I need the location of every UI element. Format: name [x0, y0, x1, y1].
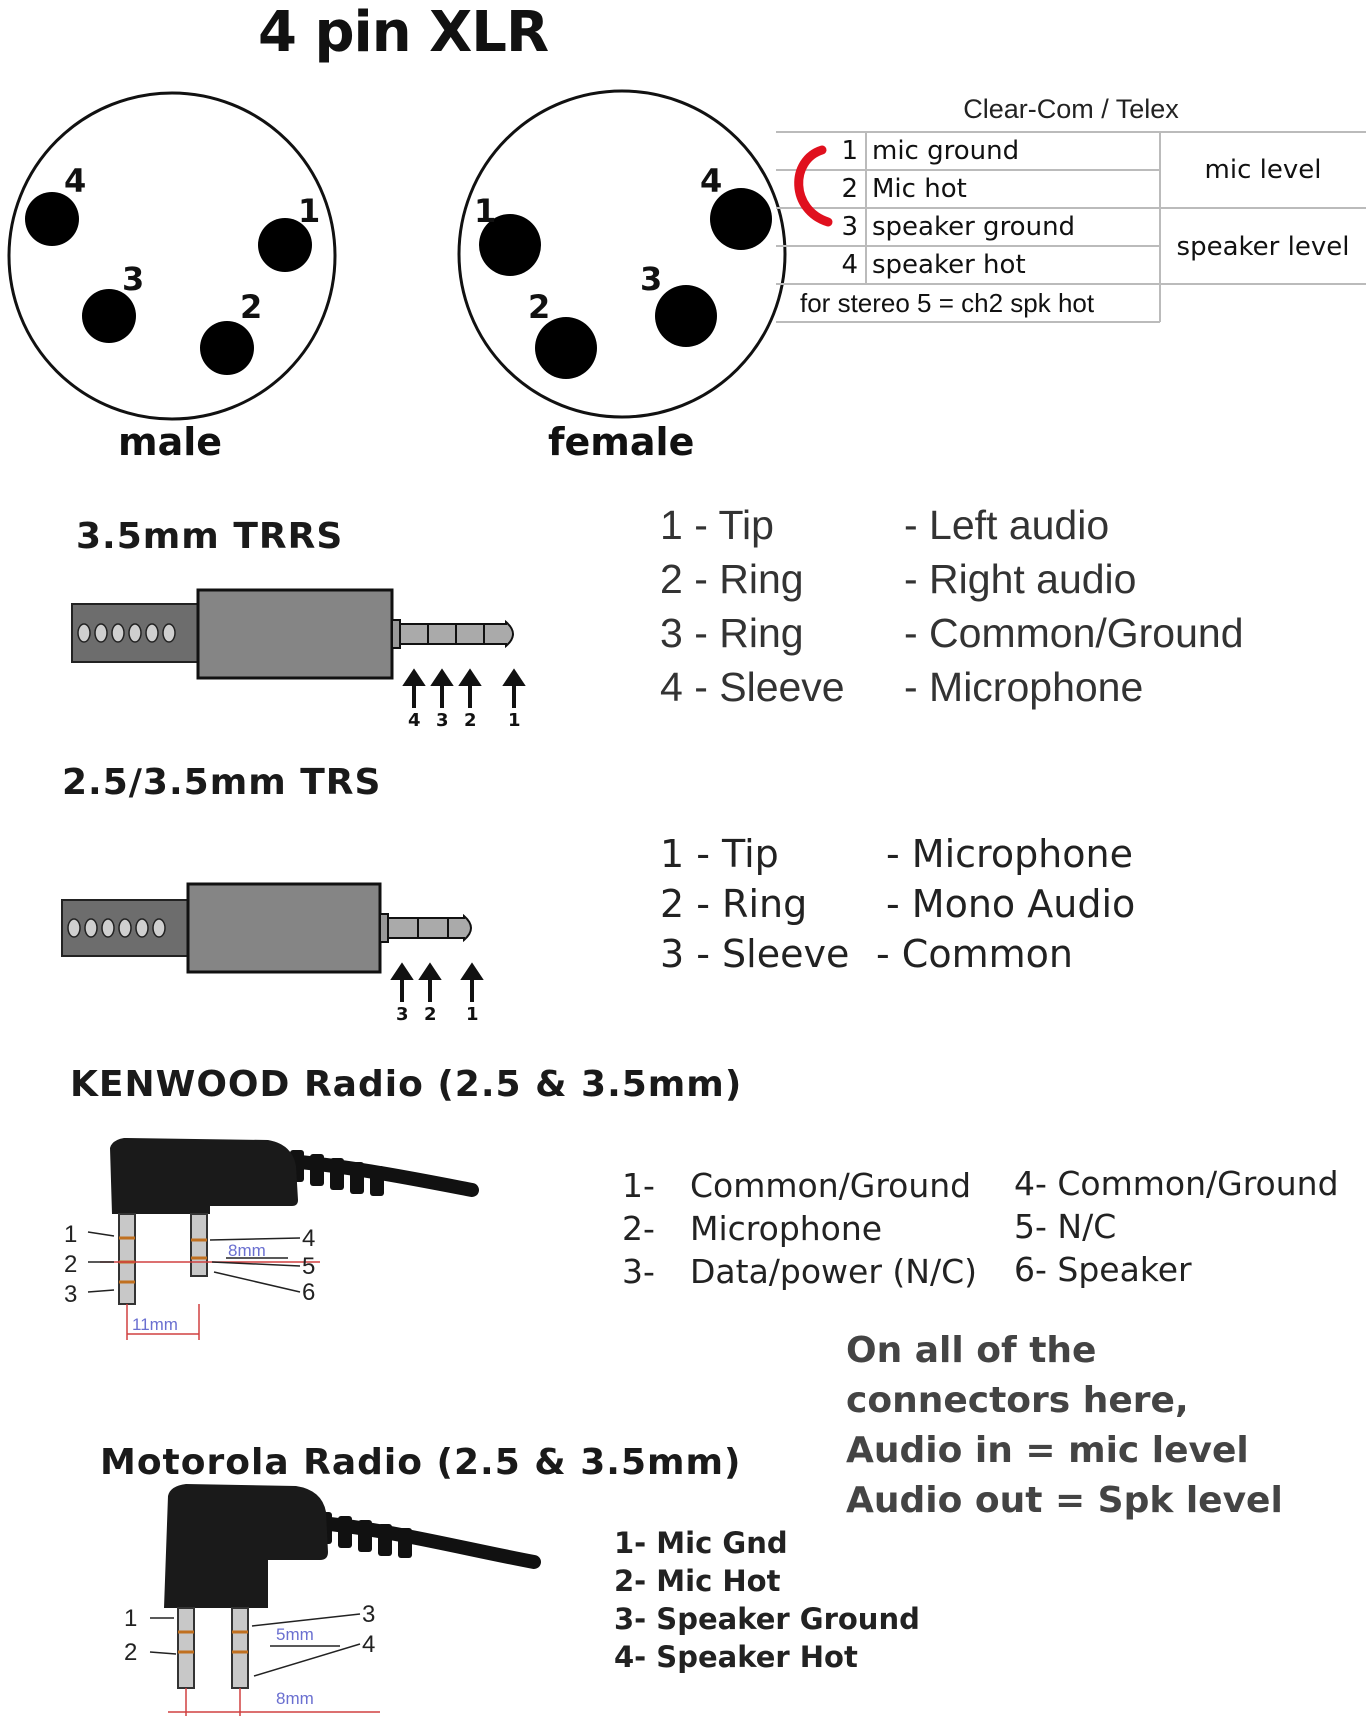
- motorola-title: Motorola Radio (2.5 & 3.5mm): [100, 1442, 742, 1483]
- xlr-female-pin-1: 1: [474, 192, 497, 230]
- xlr-male-label: male: [118, 420, 223, 464]
- motorola-dim-5mm: 5mm: [276, 1625, 314, 1644]
- kenwood-side-1: 1: [64, 1221, 78, 1248]
- kenwood-plug-drawing: [64, 1138, 472, 1340]
- motorola-pin-2: 2- Mic Hot: [614, 1564, 781, 1598]
- kenwood-pin-5: 5- N/C: [1014, 1207, 1117, 1246]
- kenwood-title: KENWOOD Radio (2.5 & 3.5mm): [70, 1064, 743, 1105]
- clearcom-row-label: mic ground: [872, 136, 1020, 166]
- motorola-side-1: 1: [124, 1605, 138, 1632]
- clearcom-row-num: 2: [841, 174, 858, 204]
- xlr-female-pin-2: 2: [528, 288, 551, 326]
- trrs-desc-1: - Left audio: [904, 502, 1110, 548]
- motorola-dim-8mm: 8mm: [276, 1689, 314, 1708]
- clearcom-mic-level: mic level: [1204, 155, 1322, 185]
- clearcom-row-num: 1: [841, 136, 858, 166]
- kenwood-pin-4: 4- Common/Ground: [1014, 1164, 1339, 1203]
- trrs-pin-3: 3 - Ring: [660, 610, 804, 656]
- trrs-pin-4: 4 - Sleeve: [660, 664, 845, 710]
- kenwood-side-2: 2: [64, 1251, 78, 1278]
- note-line: Audio in = mic level: [846, 1430, 1249, 1471]
- xlr-female-label: female: [548, 420, 695, 464]
- kenwood-pin-6: 6- Speaker: [1014, 1250, 1192, 1289]
- kenwood-pin-num: 2-: [622, 1209, 655, 1248]
- motorola-plug-drawing: [124, 1484, 534, 1716]
- kenwood-pin-label: Microphone: [690, 1209, 883, 1248]
- trrs-desc-2: - Right audio: [904, 556, 1137, 602]
- clearcom-row-label: Mic hot: [872, 174, 967, 204]
- xlr-male-pin-2: 2: [240, 288, 263, 326]
- clearcom-title: Clear-Com / Telex: [963, 94, 1179, 124]
- kenwood-side-3: 3: [64, 1281, 78, 1308]
- trrs-title: 3.5mm TRRS: [76, 516, 344, 557]
- trs-desc-2: - Mono Audio: [886, 882, 1136, 926]
- clearcom-row-num: 3: [841, 212, 858, 242]
- xlr-female-connector: [459, 91, 785, 417]
- trs-desc-3: - Common: [876, 932, 1073, 976]
- trrs-arrow-3: 3: [436, 710, 449, 731]
- clearcom-row-label: speaker ground: [872, 212, 1076, 242]
- kenwood-pin-label: Data/power (N/C): [690, 1252, 977, 1291]
- xlr-male-pin-3: 3: [122, 260, 145, 298]
- trs-pin-3: 3 - Sleeve: [660, 932, 850, 976]
- red-bracket-annotation: [799, 150, 828, 222]
- kenwood-dim-8mm: 8mm: [228, 1241, 266, 1260]
- motorola-side-2: 2: [124, 1639, 138, 1666]
- xlr-female-pin-4: 4: [700, 162, 723, 200]
- trs-desc-1: - Microphone: [886, 832, 1133, 876]
- trs-arrow-1: 1: [466, 1004, 479, 1025]
- trs-arrow-3: 3: [396, 1004, 409, 1025]
- trrs-plug-drawing: [72, 590, 522, 731]
- xlr-male-connector: [9, 93, 335, 419]
- trs-pin-2: 2 - Ring: [660, 882, 808, 926]
- kenwood-dim-11mm: 11mm: [132, 1315, 178, 1334]
- clearcom-stereo-note: for stereo 5 = ch2 spk hot: [800, 288, 1095, 318]
- trs-pin-1: 1 - Tip: [660, 832, 779, 876]
- kenwood-pin-label: Common/Ground: [690, 1166, 972, 1205]
- trrs-desc-4: - Microphone: [904, 664, 1144, 710]
- clearcom-speaker-level: speaker level: [1176, 232, 1350, 262]
- motorola-side-3: 3: [362, 1601, 376, 1628]
- motorola-pin-1: 1- Mic Gnd: [614, 1526, 788, 1560]
- trs-title: 2.5/3.5mm TRS: [62, 762, 382, 803]
- xlr-male-pin-1: 1: [298, 192, 321, 230]
- xlr-male-pin-4: 4: [64, 162, 87, 200]
- trrs-desc-3: - Common/Ground: [904, 610, 1244, 656]
- xlr-female-pin-3: 3: [640, 260, 663, 298]
- trrs-pin-2: 2 - Ring: [660, 556, 804, 602]
- kenwood-pin-num: 3-: [622, 1252, 655, 1291]
- trrs-arrow-1: 1: [508, 710, 521, 731]
- clearcom-row-num: 4: [841, 250, 858, 280]
- kenwood-pin-num: 1-: [622, 1166, 655, 1205]
- note-line: On all of the: [846, 1330, 1097, 1371]
- motorola-pin-4: 4- Speaker Hot: [614, 1640, 858, 1674]
- clearcom-row-label: speaker hot: [872, 250, 1026, 280]
- motorola-side-4: 4: [362, 1631, 376, 1658]
- kenwood-side-6: 6: [302, 1279, 316, 1306]
- kenwood-side-5: 5: [302, 1253, 316, 1280]
- trrs-pin-1: 1 - Tip: [660, 502, 774, 548]
- trs-arrow-2: 2: [424, 1004, 437, 1025]
- trrs-arrow-2: 2: [464, 710, 477, 731]
- note-line: Audio out = Spk level: [846, 1480, 1283, 1521]
- motorola-pin-3: 3- Speaker Ground: [614, 1602, 920, 1636]
- kenwood-side-4: 4: [302, 1225, 316, 1252]
- note-line: connectors here,: [846, 1380, 1189, 1421]
- xlr-title: 4 pin XLR: [258, 0, 549, 65]
- trs-plug-drawing: [62, 884, 480, 1025]
- trrs-arrow-4: 4: [408, 710, 421, 731]
